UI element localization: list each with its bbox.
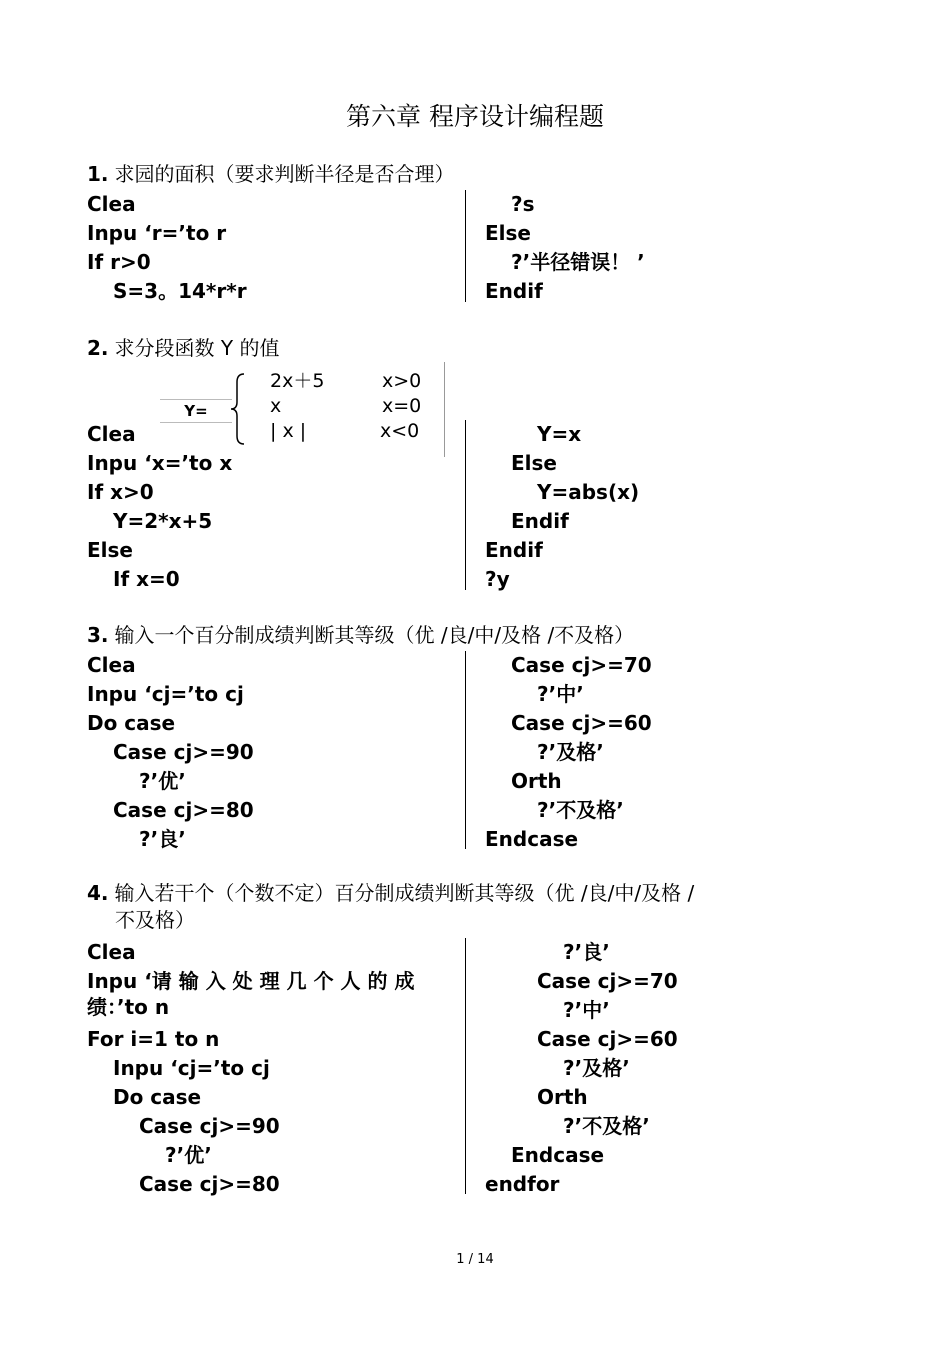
q1-code-right: [485, 190, 645, 306]
q4-code-left: [87, 938, 414, 1199]
code-line: ?’优’: [139, 769, 186, 793]
code-line: If r>0: [87, 250, 151, 274]
code-line: ?’优’: [165, 1143, 212, 1167]
code-line: Inpu ‘x=’to x: [87, 451, 233, 475]
code-line: Inpu ‘cj=’to cj: [87, 682, 244, 706]
code-line: Clea: [87, 940, 136, 964]
code-line: Inpu ‘r=’to r: [87, 221, 227, 245]
code-line: Orth: [511, 769, 562, 793]
piecewise-cond: x<0: [380, 420, 420, 442]
code-line: ?’不及格’: [537, 798, 624, 822]
code-line: Endif: [485, 279, 543, 303]
question-text: 求园的面积（要求判断半径是否合理）: [114, 162, 455, 186]
question-1-heading: [87, 160, 455, 188]
code-line: Inpu ‘cj=’to cj: [113, 1056, 270, 1080]
piecewise-expr: | x |: [270, 420, 307, 442]
piecewise-cond: x=0: [382, 395, 422, 417]
code-line: Else: [511, 451, 557, 475]
code-line: Case cj>=60: [537, 1027, 678, 1051]
code-line: ?’中’: [537, 682, 584, 706]
question-4-heading-cont: 不及格）: [115, 908, 195, 932]
code-line: ?y: [485, 567, 510, 591]
code-line: Inpu ‘请 输 入 处 理 几 个 人 的 成: [87, 969, 415, 993]
code-line: ?’及格’: [563, 1056, 630, 1080]
question-2-heading: [87, 334, 279, 362]
code-line: Do case: [113, 1085, 202, 1109]
formula-divider: [444, 362, 445, 457]
q3-code-right: [485, 651, 652, 854]
question-number: 1.: [87, 162, 109, 186]
code-line: ?’中’: [563, 998, 610, 1022]
code-line: Else: [485, 221, 531, 245]
code-line: Case cj>=90: [139, 1114, 280, 1138]
question-text: 输入一个百分制成绩判断其等级（优 /良/中/及格 /不及格）: [114, 623, 635, 647]
code-line: Endif: [485, 538, 543, 562]
code-line: Do case: [87, 711, 176, 735]
page-number: 1 / 14: [456, 1252, 494, 1267]
question-number: 2.: [87, 336, 109, 360]
code-line: ?’及格’: [537, 740, 604, 764]
question-text: 输入若干个（个数不定）百分制成绩判断其等级（优 /良/中/及格 /: [114, 881, 695, 905]
page-title: 第六章 程序设计编程题: [346, 102, 604, 131]
code-line: Y=x: [537, 422, 582, 446]
column-divider: [465, 420, 466, 590]
column-divider: [465, 651, 466, 849]
q4-code-right: [485, 938, 678, 1199]
code-line: Case cj>=70: [511, 653, 652, 677]
y-label: Y=: [160, 399, 232, 423]
piecewise-expr: x: [270, 395, 282, 417]
piecewise-conditions: [380, 369, 421, 444]
code-line: Else: [87, 538, 133, 562]
code-line: Clea: [87, 653, 136, 677]
code-line: Case cj>=70: [537, 969, 678, 993]
q2-code-left: [87, 420, 232, 594]
code-line: Case cj>=90: [113, 740, 254, 764]
column-divider: [465, 190, 466, 302]
q2-code-right: [485, 420, 639, 594]
code-line: Orth: [537, 1085, 588, 1109]
code-line: Case cj>=60: [511, 711, 652, 735]
piecewise-expressions: [270, 369, 324, 444]
code-line: If x>0: [87, 480, 154, 504]
code-line: ?’良’: [563, 940, 610, 964]
code-line: Endcase: [485, 827, 579, 851]
code-line: ?’不及格’: [563, 1114, 650, 1138]
q1-code-left: [87, 190, 247, 306]
code-line: ?’良’: [139, 827, 186, 851]
code-line: If x=0: [113, 567, 180, 591]
code-line: Clea: [87, 192, 136, 216]
question-number: 3.: [87, 623, 109, 647]
piecewise-expr: 2x＋5: [270, 370, 325, 392]
code-line: Clea: [87, 422, 136, 446]
question-3-heading: [87, 621, 634, 649]
question-number: 4.: [87, 881, 109, 905]
code-line: 绩：’to n: [87, 995, 170, 1019]
code-line: Endif: [511, 509, 569, 533]
code-line: Case cj>=80: [113, 798, 254, 822]
code-line: Y=2*x+5: [113, 509, 213, 533]
code-line: Case cj>=80: [139, 1172, 280, 1196]
q3-code-left: [87, 651, 254, 854]
code-line: Y=abs(x): [537, 480, 640, 504]
code-line: Endcase: [511, 1143, 605, 1167]
code-line: For i=1 to n: [87, 1027, 220, 1051]
question-4-heading: [87, 879, 694, 907]
code-line: ?s: [511, 192, 535, 216]
piecewise-cond: x>0: [382, 370, 422, 392]
column-divider: [465, 938, 466, 1194]
question-text: 求分段函数 Y 的值: [114, 336, 280, 360]
code-line: S=3。14*r*r: [113, 279, 247, 303]
code-line: endfor: [485, 1172, 560, 1196]
code-line: ?’半径错误！ ’: [511, 250, 645, 274]
